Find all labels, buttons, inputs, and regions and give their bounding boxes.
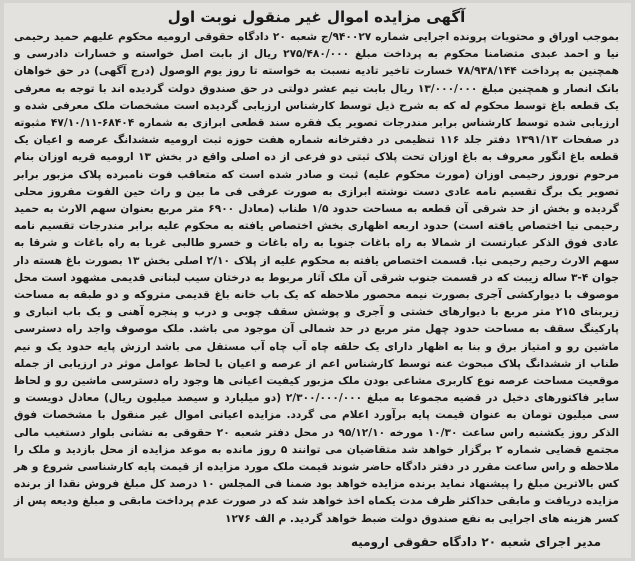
notice-title: آگهی مزایده اموال غیر منقول نوبت اول: [167, 8, 466, 26]
notice-signature: مدیر اجرای شعبه ۲۰ دادگاه حقوقی ارومیه: [350, 534, 601, 549]
notice-body: بموجب اوراق و محتویات پرونده اجرایی شماره ۹۴۰۰۲۷/ج شعبه ۲۰ دادگاه حقوقی ارومیه محکوم علیهم حمید رحیمی نیا و احمد عبدی متضامنا محکوم به پرداخت مبلغ ۲۷۵/۴۸۰/۰۰۰ ریال از بابت اصل خواسته و خسارات دادرسی و همچنین به پرداخت ۷۸/۹۳۸/۱۴۴ خسارت تاخیر تادیه نسبت به خواسته تا روز یوم الوصول (درج آگهی) در حق خواهان بانک انصار و همچنین مبلغ ۱۳/۰۰۰/۰۰۰ ریال بابت نیم عشر دولتی در حق صندوق دولت گردیده اند با توجه به معرفی یک قطعه باغ توسط محکوم له که به شرح ذیل توسط کارشناس ارزیابی گردیده است مشخصات ملک معرفی شده و ارزیابی شده توسط کارشناس برابر مندرجات تصویر یک فقره سند قطعی ابرازی به شماره ۶۸۴۰۴-۴۷/۱۰/۱۱ مثبوته در صفحات ۱۳۹۱/۱۳ دفتر جلد ۱۱۶ تنظیمی در دفترخانه شماره هفت حوزه ثبت ارومیه ششدانگ عرصه و اعیان یک قطعه باغ انگور معروف به باغ اوزان تحت پلاک ثبتی دو فرعی از ده اصلی واقع در بخش ۱۳ ارومیه قریه اوزان بنام مرحوم نوروز رحیمی اوزان (مورث محکوم علیه) ثبت و صادر شده است که متعاقب فوت نامبرده پلاک مزبور برابر تصویر یک برگ تقسیم نامه عادی دست نوشته ابرازی به صورت عرفی فی ما بین و راث حین الفوت مفروز محلی گردیده و بخش از حد شرقی آن قطعه به مساحت حدود ۱/۵ طناب (معادل ۶۹۰۰ متر مربع بعنوان سهم الارث به حمید رحیمی نیا اختصاص یافته است) حدود اربعه اظهاری بخش اختصاص یافته به محکوم علیه برابر مندرجات تقسیم نامه عادی فوق الذکر عبارتست از شمالا به راه باغات جنوبا به راه باغات و خسرو طالبی غربا به راه باغات و شرقا به سهم الارث رحیم رحیمی نیا. قسمت اختصاص یافته به محکوم علیه از پلاک ۲/۱۰ اصلی بخش ۱۳ بصورت باغ هسته دار جوان ۴-۳ ساله زیبت که در قسمت جنوب شرقی آن ملک آثار مربوط به درختان سیب لبنانی قدیمی مشهود است محل موصوف با دیوارکشی آجری بصورت نیمه محصور ملاحظه که یک باب خانه باغ قدیمی متروکه و دو طبقه به مساحت زیربنای ۲۱۵ متر مربع با دیوارهای خشتی و آجری و پوشش سقف چوبی و درب و پنجره آهنی و یک باب انباری و پارکینگ سقف به مساحت حدود چهل متر مربع در حد شمالی آن موجود می باشد. ملک موصوف واجد راه دسترسی ماشین رو و امتیاز برق و بنا به اظهار دارای یک حلقه چاه آب چاه آب مستقل می باشد ارزش پایه حدود یک و نیم طناب از ششدانگ پلاک مبحوث عنه توسط کارشناس اعم از عرصه و اعیان با لحاظ عوامل موثر در ارزیابی از جمله موقعیت مساحت عرصه نوع کاربری مشاعی بودن ملک مزبور کیفیت اعیانی ها وجود راه دسترسی ماشین رو و لحاظ سایر فاکتورهای دخیل در قضیه مجموعا به مبلغ ۲/۳۰۰/۰۰۰/۰۰۰ (دو میلیارد و سیصد میلیون ریال) معادل دویست و سی میلیون تومان به عنوان قیمت پایه برآورد اعلام می گردد. مزایده اعیانی اموال غیر منقول با مشخصات فوق الذکر روز یکشنبه راس ساعت ۱۰/۳۰ مورخه ۹۵/۱۲/۱۰ در محل دفتر شعبه ۲۰ حقوقی به نشانی بلوار دستغیب مالی مجتمع قضایی شماره ۲ برگزار خواهد شد متقاضیان می توانند ۵ روز مانده به موعد مزایده از محل بازدید و ملک را ملاحظه و راس ساعت مقرر در دفتر دادگاه حاضر شوند قیمت ملک مورد مزایده از قیمت پایه کارشناسی شروع و هر کس بالاترین مبلغ را پیشنهاد نماید برنده مزایده خواهد بود ضمنا فی المجلس ۱۰ درصد کل مبلغ فروش نقدا از برنده مزایده دریافت و مابقی حداکثر ظرف مدت یکماه اخذ خواهد شد که در صورت عدم پرداخت مابقی و مبلغ ودیعه پس از کسر هزینه های اجرایی به نفع صندوق دولت ضبط خواهد گردید. م الف ۱۲۷۶: [14, 31, 620, 525]
notice-page: [4, 3, 631, 558]
